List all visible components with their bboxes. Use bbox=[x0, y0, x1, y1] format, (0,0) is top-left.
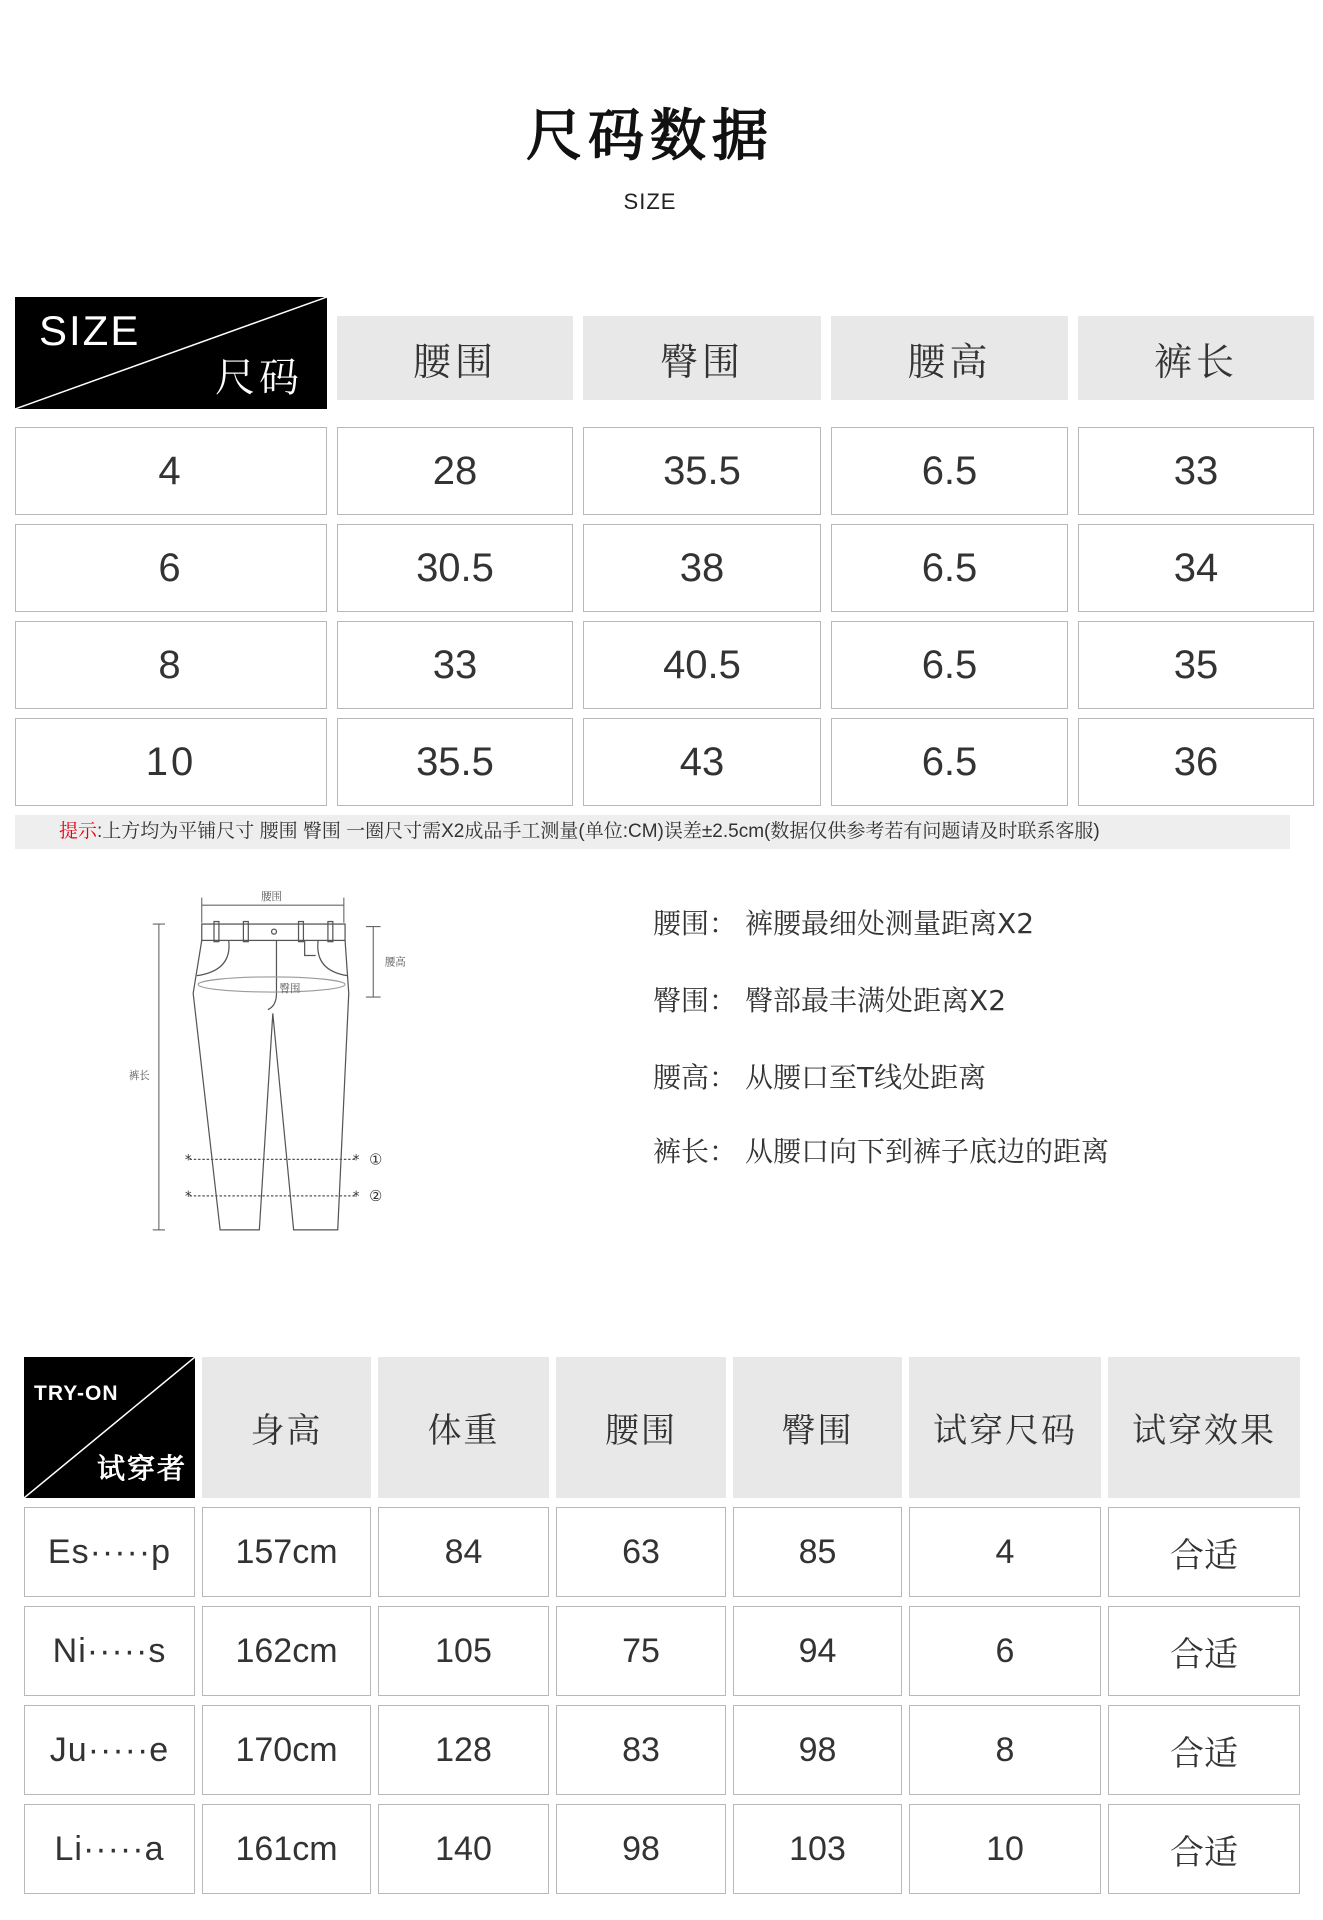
tryon-value-cell: 84 bbox=[378, 1507, 549, 1597]
corner-tester-label: 试穿者 bbox=[96, 1452, 187, 1485]
tryon-value-cell: 合适 bbox=[1108, 1804, 1300, 1894]
definition-term: 腰围： bbox=[653, 907, 738, 940]
tryon-value-cell: 98 bbox=[733, 1705, 902, 1795]
size-header-cell: 裤长 bbox=[1078, 316, 1314, 400]
tryon-value-cell: 合适 bbox=[1108, 1507, 1300, 1597]
size-value-cell: 6.5 bbox=[831, 427, 1068, 515]
diagram-hip-label: 臀围 bbox=[279, 982, 301, 996]
diagram-rise-label: 腰高 bbox=[384, 956, 406, 969]
size-value-cell: 30.5 bbox=[337, 524, 573, 612]
definition-term: 裤长： bbox=[653, 1135, 738, 1168]
corner-size-label: SIZE bbox=[39, 307, 141, 354]
right-pocket bbox=[318, 940, 348, 975]
size-value-cell: 34 bbox=[1078, 524, 1314, 612]
size-value-cell: 6.5 bbox=[831, 718, 1068, 806]
size-value-cell: 38 bbox=[583, 524, 821, 612]
tryon-header-cell: 体重 bbox=[378, 1357, 549, 1498]
size-value-cell: 28 bbox=[337, 427, 573, 515]
hip-ellipse bbox=[198, 977, 345, 992]
tryon-value-cell: 83 bbox=[556, 1705, 726, 1795]
tryon-value-cell: 合适 bbox=[1108, 1705, 1300, 1795]
note-text: :上方均为平铺尺寸 腰围 臀围 一圈尺寸需X2成品手工测量(单位:CM)误差±2.5cm(数据仅供参考若有问题请及时联系客服) bbox=[97, 821, 1100, 842]
tryon-value-cell: 75 bbox=[556, 1606, 726, 1696]
svg-text:*: * bbox=[184, 1188, 192, 1206]
waistband bbox=[202, 924, 345, 940]
tryon-value-cell: 103 bbox=[733, 1804, 902, 1894]
size-value-cell: 6.5 bbox=[831, 621, 1068, 709]
size-label-cell: 4 bbox=[15, 427, 327, 515]
definition-term: 臀围： bbox=[653, 984, 738, 1017]
size-label-cell: 8 bbox=[15, 621, 327, 709]
tryon-value-cell: 105 bbox=[378, 1606, 549, 1696]
tryon-corner-cell bbox=[24, 1357, 195, 1498]
marker-2: ② bbox=[369, 1186, 383, 1206]
svg-text:*: * bbox=[352, 1152, 360, 1169]
fly-seam bbox=[268, 940, 277, 1009]
tryon-value-cell: 6 bbox=[909, 1606, 1101, 1696]
tryon-value-cell: 170cm bbox=[202, 1705, 371, 1795]
diagram-waist-label: 腰围 bbox=[261, 891, 282, 904]
size-value-cell: 40.5 bbox=[583, 621, 821, 709]
tryon-value-cell: 10 bbox=[909, 1804, 1101, 1894]
definition-desc: 从腰口向下到裤子底边的距离 bbox=[745, 1135, 1110, 1168]
tryon-header-cell: 试穿效果 bbox=[1108, 1357, 1300, 1498]
definition-desc: 从腰口至T线处距离 bbox=[745, 1061, 987, 1094]
note-bar bbox=[15, 815, 1290, 849]
pants-diagram bbox=[116, 880, 410, 1245]
size-label-cell: 6 bbox=[15, 524, 327, 612]
definition-desc: 臀部最丰满处距离X2 bbox=[745, 984, 1007, 1017]
size-value-cell: 6.5 bbox=[831, 524, 1068, 612]
definition-desc: 裤腰最细处测量距离X2 bbox=[745, 907, 1035, 940]
tryon-header-cell: 腰围 bbox=[556, 1357, 726, 1498]
size-label-cell: 10 bbox=[15, 718, 327, 806]
tryon-header-cell: 臀围 bbox=[733, 1357, 902, 1498]
definition-waist bbox=[653, 906, 1034, 942]
tryon-value-cell: 162cm bbox=[202, 1606, 371, 1696]
size-value-cell: 36 bbox=[1078, 718, 1314, 806]
definition-length bbox=[653, 1134, 1109, 1170]
definition-term: 腰高： bbox=[653, 1061, 738, 1094]
definition-hip bbox=[653, 983, 1006, 1019]
note-label: 提示 bbox=[59, 821, 98, 842]
size-value-cell: 35.5 bbox=[337, 718, 573, 806]
size-value-cell: 33 bbox=[337, 621, 573, 709]
tryon-header-cell: 身高 bbox=[202, 1357, 371, 1498]
corner-tryon-label: TRY-ON bbox=[34, 1382, 119, 1405]
size-value-cell: 33 bbox=[1078, 427, 1314, 515]
pants-outline bbox=[193, 940, 349, 1229]
tryon-value-cell: 140 bbox=[378, 1804, 549, 1894]
tester-name-cell: Es·····p bbox=[24, 1507, 195, 1597]
tryon-value-cell: 98 bbox=[556, 1804, 726, 1894]
definition-rise bbox=[653, 1060, 986, 1096]
tryon-value-cell: 94 bbox=[733, 1606, 902, 1696]
tryon-value-cell: 8 bbox=[909, 1705, 1101, 1795]
tryon-value-cell: 157cm bbox=[202, 1507, 371, 1597]
left-pocket bbox=[197, 940, 229, 975]
tryon-value-cell: 85 bbox=[733, 1507, 902, 1597]
tryon-value-cell: 128 bbox=[378, 1705, 549, 1795]
tester-name-cell: Ni·····s bbox=[24, 1606, 195, 1696]
tryon-value-cell: 4 bbox=[909, 1507, 1101, 1597]
size-value-cell: 43 bbox=[583, 718, 821, 806]
tryon-value-cell: 63 bbox=[556, 1507, 726, 1597]
svg-text:*: * bbox=[352, 1188, 360, 1206]
size-header-cell: 臀围 bbox=[583, 316, 821, 400]
size-header-cell: 腰高 bbox=[831, 316, 1068, 400]
size-value-cell: 35 bbox=[1078, 621, 1314, 709]
page-title: 尺码数据 bbox=[526, 104, 774, 169]
tryon-table bbox=[24, 1357, 1300, 1894]
size-value-cell: 35.5 bbox=[583, 427, 821, 515]
page-subtitle: SIZE bbox=[623, 189, 677, 214]
tryon-value-cell: 161cm bbox=[202, 1804, 371, 1894]
tryon-header-cell: 试穿尺码 bbox=[909, 1357, 1101, 1498]
size-corner-cell bbox=[15, 297, 327, 409]
svg-text:*: * bbox=[184, 1152, 192, 1169]
marker-1: ① bbox=[369, 1150, 383, 1169]
tester-name-cell: Li·····a bbox=[24, 1804, 195, 1894]
tester-name-cell: Ju·····e bbox=[24, 1705, 195, 1795]
diagram-length-label: 裤长 bbox=[128, 1069, 150, 1082]
tryon-value-cell: 合适 bbox=[1108, 1606, 1300, 1696]
size-header-cell: 腰围 bbox=[337, 316, 573, 400]
corner-chima-label: 尺码 bbox=[215, 355, 303, 401]
size-table bbox=[15, 297, 1314, 806]
